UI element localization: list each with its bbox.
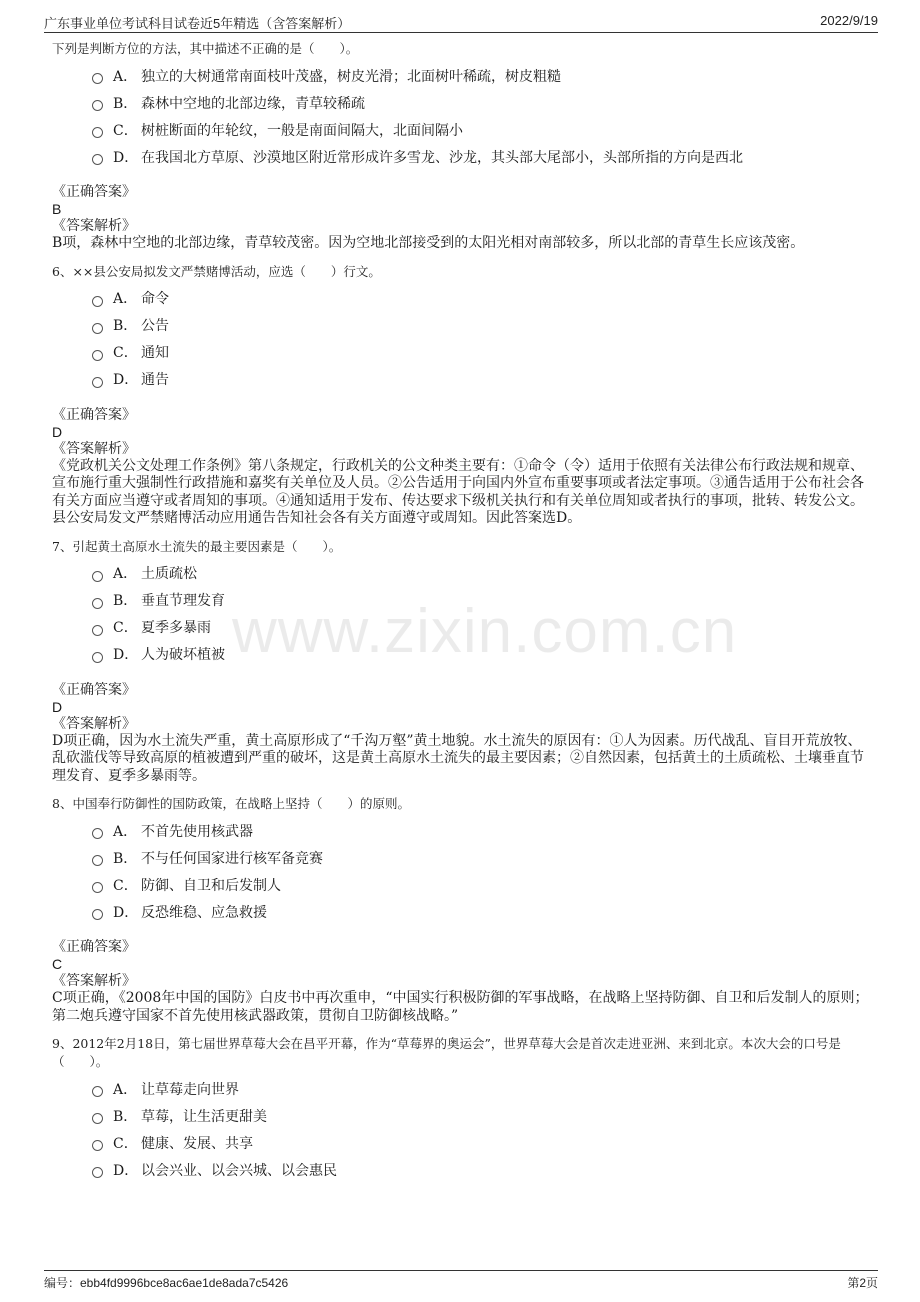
option-a[interactable] [92,560,872,587]
option-letter: A． [113,823,138,840]
answer-label: 《正确答案》 [52,939,136,955]
option-a[interactable] [92,1075,872,1102]
option-b[interactable] [92,312,872,339]
radio-icon[interactable] [92,1086,103,1097]
option-text: 草莓，让生活更甜美 [141,1108,267,1125]
document-id: 编号：ebb4fd9996bce8ac6ae1de8ada7c5426 [44,1276,289,1290]
explanation-label: 《答案解析》 [52,440,136,457]
radio-icon[interactable] [92,323,103,334]
option-c[interactable] [92,339,872,366]
option-c[interactable] [92,1129,872,1156]
option-text: 垂直节理发育 [141,593,225,609]
radio-icon[interactable] [92,1167,103,1178]
answer-value: D [52,698,63,715]
explanation-text: C项正确，《2008年中国的国防》白皮书中再次重申，“中国实行积极防御的军事战略，在战略上坚持防御、自卫和后发制人的原则；第二炮兵遵守国家不首先使用核武器政策，贯彻自卫防御核战略。” [52,990,869,1024]
option-letter: A． [113,566,138,582]
option-list [92,817,872,925]
option-text: 不与任何国家进行核军备竞赛 [141,850,323,867]
option-a[interactable] [92,285,872,312]
explanation-text: D项正确，因为水土流失严重，黄土高原形成了“千沟万壑”黄土地貌。水土流失的原因有：①人为因素。历代战乱、盲目开荒放牧、乱砍滥伐等导致高原的植被遭到严重的破坏，这是黄土高原水土流失的最主要因素；②自然因素，包括黄土的土质疏松、土壤垂直节理发育、夏季多暴雨等。 [52,732,864,784]
question-list [52,40,872,1193]
option-b[interactable] [92,844,872,871]
option-text: 在我国北方草原、沙漠地区附近常形成许多雪龙、沙龙，其头部大尾部小，头部所指的方向是西北 [141,149,743,166]
explanation-text: 《党政机关公文处理工作条例》第八条规定，行政机关的公文种类主要有：①命令（令）适用于依照有关法律公布行政法规和规章、宣布施行重大强制性行政措施和嘉奖有关单位及人员。②公告适用于向国内外宣布重要事项或者法定事项。③通告适用于公布社会各有关方面应当遵守或者周知的事项。④通知适用于发布、传达要求下级机关执行和有关单位周知或者执行的事项，批转、转发公文。县公安局发文严禁赌博活动应用通告告知社会各有关方面遵守或周知。因此答案选D。 [52,457,864,526]
option-d[interactable] [92,1156,872,1183]
option-text: 独立的大树通常南面枝叶茂盛，树皮光滑；北面树叶稀疏，树皮粗糙 [141,68,561,85]
answer-block [52,682,872,786]
option-text: 不首先使用核武器 [141,823,253,840]
radio-icon[interactable] [92,1113,103,1124]
answer-block [52,407,872,528]
option-text: 让草莓走向世界 [141,1081,239,1098]
question [52,795,872,1025]
option-text: 以会兴业、以会兴城、以会惠民 [141,1162,337,1179]
radio-icon[interactable] [92,855,103,866]
option-letter: B． [113,593,138,609]
radio-icon[interactable] [92,882,103,893]
radio-icon[interactable] [92,154,103,165]
watermark: www.zixin.com.cn [232,597,738,666]
answer-value: B [52,201,62,217]
page-header [44,12,878,33]
answer-block [52,184,872,253]
radio-icon[interactable] [92,909,103,920]
option-b[interactable] [92,1102,872,1129]
radio-icon[interactable] [92,652,103,663]
option-d[interactable] [92,641,872,668]
option-c[interactable] [92,614,872,641]
option-letter: C． [113,345,138,361]
option-text: 公告 [141,318,169,334]
question-stem: 7、引起黄土高原水土流失的最主要因素是（ ）。 [52,538,342,554]
answer-value: C [52,956,63,972]
option-list [92,285,872,393]
option-text: 通告 [141,372,169,388]
page-footer [44,1270,878,1291]
question-stem: 9、2012年2月18日，第七届世界草莓大会在昌平开幕，作为“草莓界的奥运会”，世界草莓大会是首次走进亚洲、来到北京。本次大会的口号是（ ）。 [52,1036,841,1069]
radio-icon[interactable] [92,73,103,84]
option-text: 通知 [141,345,169,361]
page-number: 第2页 [847,1276,878,1290]
option-a[interactable] [92,62,872,89]
option-letter: D． [113,904,139,921]
option-text: 夏季多暴雨 [141,620,211,636]
option-list [92,62,872,170]
question [52,40,872,253]
answer-label: 《正确答案》 [52,681,136,698]
option-b[interactable] [92,89,872,116]
option-letter: C． [113,877,138,894]
option-d[interactable] [92,143,872,170]
option-text: 命令 [141,291,169,307]
option-text: 森林中空地的北部边缘，青草较稀疏 [141,95,365,112]
option-list [92,1075,872,1183]
option-letter: B． [113,318,138,334]
option-letter: B． [113,850,138,867]
option-letter: D． [113,1162,139,1179]
document-title: 广东事业单位考试科目试卷近5年精选（含答案解析） [44,16,351,31]
radio-icon[interactable] [92,296,103,307]
option-letter: D． [113,149,139,166]
answer-label: 《正确答案》 [52,184,136,200]
option-c[interactable] [92,871,872,898]
option-d[interactable] [92,366,872,393]
radio-icon[interactable] [92,625,103,636]
radio-icon[interactable] [92,828,103,839]
option-list [92,560,872,668]
option-c[interactable] [92,116,872,143]
option-letter: C． [113,122,138,139]
option-text: 树桩断面的年轮纹，一般是南面间隔大，北面间隔小 [141,122,463,139]
explanation-label: 《答案解析》 [52,715,136,732]
question [52,1035,872,1183]
question-stem: 下列是判断方位的方法，其中描述不正确的是（ ）。 [52,41,359,56]
question-stem: 6、××县公安局拟发文严禁赌博活动，应选（ ）行文。 [52,263,381,279]
radio-icon[interactable] [92,598,103,609]
option-letter: B． [113,95,138,112]
question [52,263,872,528]
answer-block [52,939,872,1025]
radio-icon[interactable] [92,350,103,361]
option-letter: D． [113,647,139,663]
option-letter: C． [113,1135,138,1152]
explanation-label: 《答案解析》 [52,218,136,234]
option-d[interactable] [92,898,872,925]
document-date: 2022/9/19 [820,13,878,28]
option-letter: A． [113,68,138,85]
option-a[interactable] [92,817,872,844]
option-text: 土质疏松 [141,566,197,582]
question-stem: 8、中国奉行防御性的国防政策，在战略上坚持（ ）的原则。 [52,796,410,811]
option-text: 人为破坏植被 [141,647,225,663]
option-letter: C． [113,620,138,636]
radio-icon[interactable] [92,100,103,111]
radio-icon[interactable] [92,377,103,388]
radio-icon[interactable] [92,571,103,582]
answer-value: D [52,423,63,440]
option-letter: B． [113,1108,138,1125]
option-text: 健康、发展、共享 [141,1135,253,1152]
option-letter: D． [113,372,139,388]
option-text: 防御、自卫和后发制人 [141,877,281,894]
explanation-text: B项，森林中空地的北部边缘，青草较茂密。因为空地北部接受到的太阳光相对南部较多，所以北部的青草生长应该茂密。 [52,235,805,251]
radio-icon[interactable] [92,127,103,138]
question [52,538,872,786]
option-letter: A． [113,1081,138,1098]
option-text: 反恐维稳、应急救援 [141,904,267,921]
radio-icon[interactable] [92,1140,103,1151]
option-b[interactable] [92,587,872,614]
answer-label: 《正确答案》 [52,406,136,423]
explanation-label: 《答案解析》 [52,973,136,989]
option-letter: A． [113,291,138,307]
